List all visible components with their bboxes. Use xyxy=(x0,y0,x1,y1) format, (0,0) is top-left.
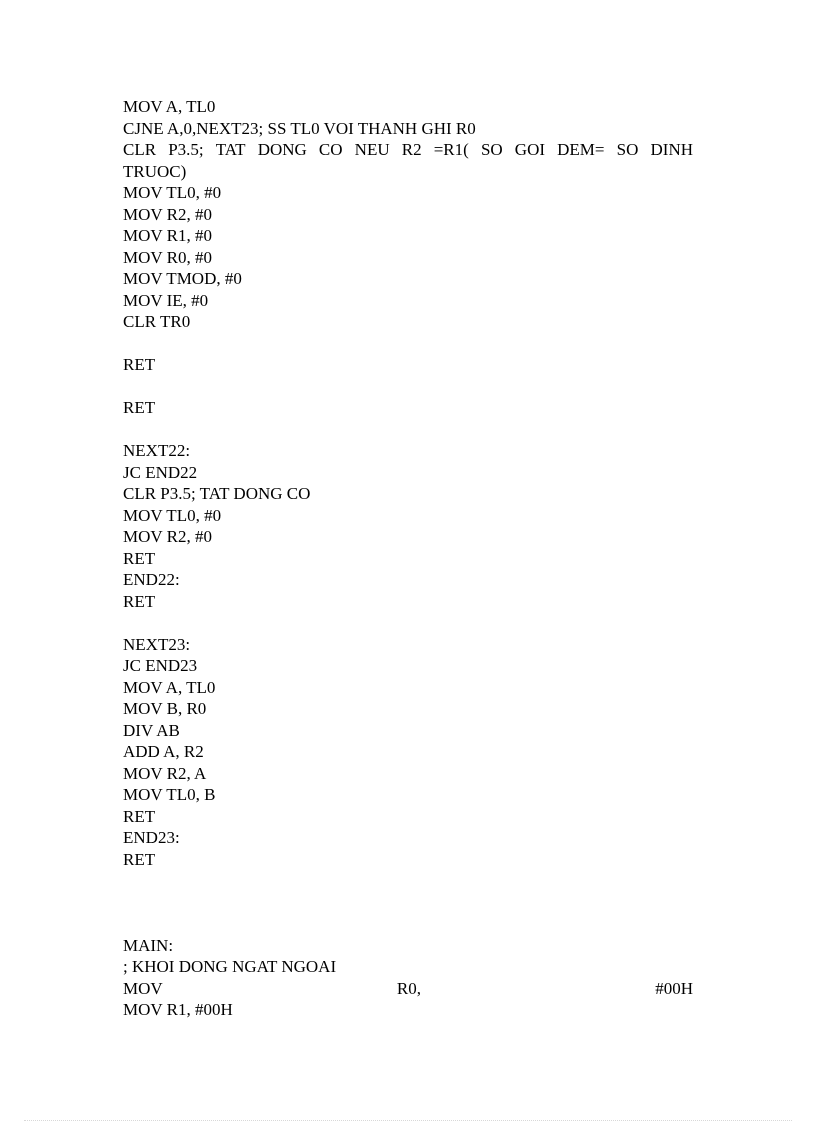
code-line: MOV R2, #0 xyxy=(123,204,212,224)
code-line: MOV R2, #0 xyxy=(123,527,212,546)
code-word: DONG xyxy=(257,140,307,159)
code-op: MOV xyxy=(123,978,163,998)
code-line: MOV TL0, #0 xyxy=(123,505,222,525)
code-word: TAT xyxy=(215,140,246,159)
code-line: NEXT23: xyxy=(123,634,191,654)
code-line: ADD A, R2 xyxy=(123,742,204,761)
code-line: ; KHOI DONG NGAT NGOAI xyxy=(123,957,337,976)
code-word: R2 xyxy=(401,140,422,159)
code-line: MOV B, R0 xyxy=(123,699,207,718)
page-bottom-rule xyxy=(24,1120,792,1121)
code-word: =R1( xyxy=(433,140,469,159)
code-line: RET xyxy=(123,398,156,417)
code-line: MOV R2, A xyxy=(123,763,207,783)
code-line: CLR P3.5; TAT DONG CO xyxy=(123,484,311,503)
code-line: CJNE A,0,NEXT23; SS TL0 VOI THANH GHI R0 xyxy=(123,118,476,138)
blank-line xyxy=(123,612,693,634)
code-line: MAIN: xyxy=(123,935,174,955)
code-line: MOV R1, #0 xyxy=(123,226,212,245)
code-line: JC END22 xyxy=(123,462,198,482)
blank-lines xyxy=(123,870,693,935)
code-line: RET xyxy=(123,806,156,826)
code-line: MOV R1, #00H xyxy=(123,1000,233,1019)
code-line: DIV AB xyxy=(123,720,180,740)
code-line: RET xyxy=(123,548,156,568)
code-line: MOV TL0, B xyxy=(123,785,216,804)
code-line: TRUOC) xyxy=(123,161,187,181)
code-line: MOV A, TL0 xyxy=(123,97,216,116)
code-reg: R0, xyxy=(396,978,421,998)
blank-line xyxy=(123,333,693,355)
code-line: MOV R0, #0 xyxy=(123,247,212,267)
code-line: RET xyxy=(123,849,156,869)
blank-line xyxy=(123,376,693,398)
code-line-justified xyxy=(123,139,693,161)
code-word: CLR xyxy=(123,140,157,159)
blank-line xyxy=(123,419,693,441)
code-line: RET xyxy=(123,355,156,374)
code-line: NEXT22: xyxy=(123,441,191,460)
code-word: GOI xyxy=(514,140,546,159)
code-line-justified xyxy=(123,978,693,1000)
code-word: DEM= xyxy=(557,140,605,159)
code-word: P3.5; xyxy=(168,140,204,159)
code-line: MOV A, TL0 xyxy=(123,677,216,697)
code-line: MOV IE, #0 xyxy=(123,290,209,310)
code-listing xyxy=(123,96,693,1021)
code-word: SO xyxy=(616,140,639,159)
code-line: END23: xyxy=(123,828,180,847)
code-line: END22: xyxy=(123,570,180,589)
code-line: RET xyxy=(123,591,156,611)
code-word: DINH xyxy=(650,140,693,159)
code-val: #00H xyxy=(655,978,693,998)
code-word: SO xyxy=(480,140,503,159)
code-line: CLR TR0 xyxy=(123,312,191,331)
code-line: MOV TL0, #0 xyxy=(123,183,222,202)
code-word: CO xyxy=(318,140,343,159)
code-word: NEU xyxy=(354,140,390,159)
code-line: JC END23 xyxy=(123,656,198,675)
code-line: MOV TMOD, #0 xyxy=(123,269,242,288)
